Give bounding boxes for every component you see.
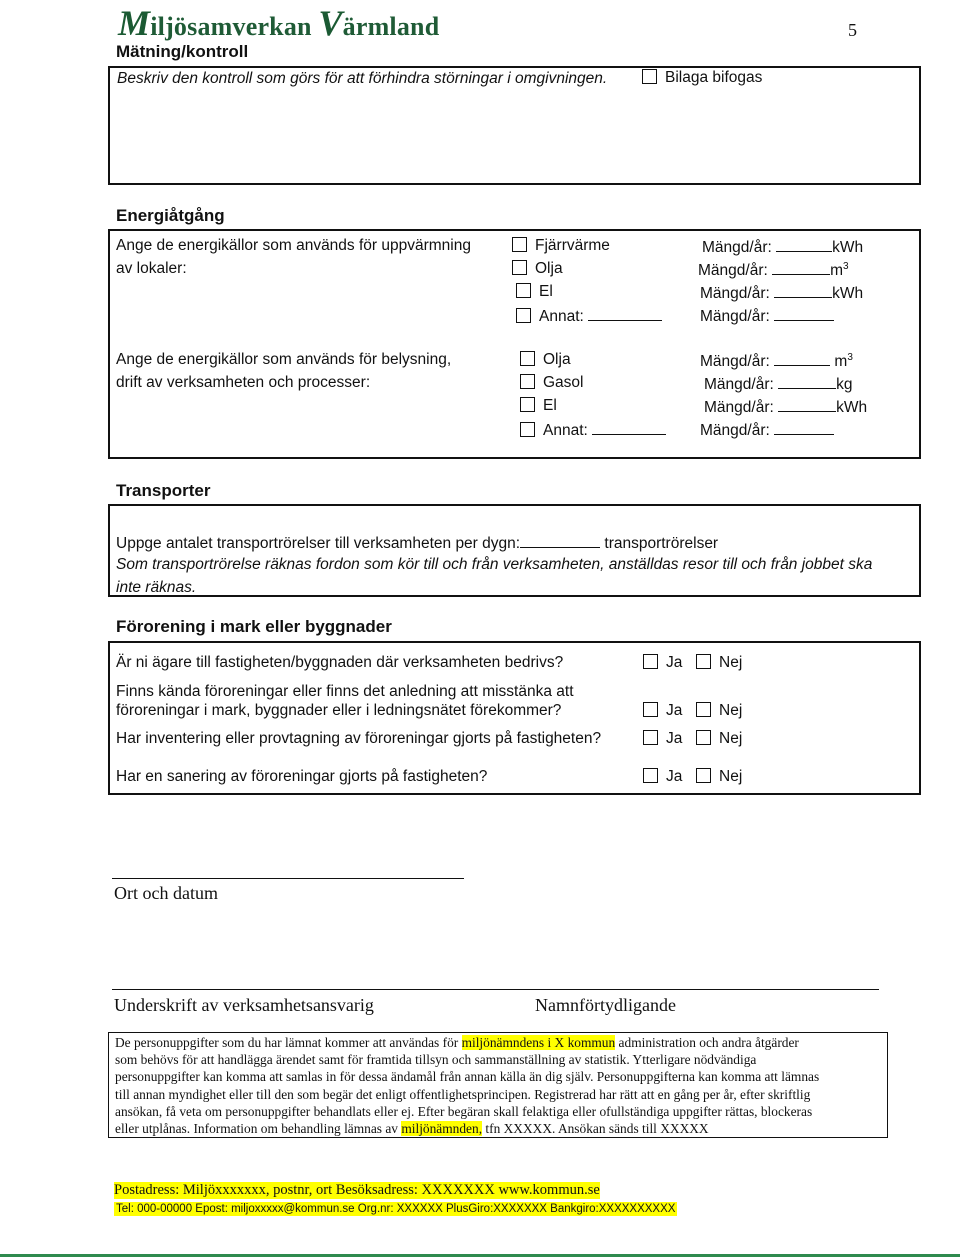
privacy-line-2: som behövs för att handlägga ärendet samt för framtida tillsyn och sammanställning av statistik. Ytterligare nödvändiga: [115, 1052, 757, 1068]
q1-amount-olja[interactable]: [698, 260, 849, 280]
q2-option-el[interactable]: [520, 397, 557, 415]
amount-field[interactable]: [774, 420, 834, 435]
section-title-energi: Energiåtgång: [116, 206, 225, 225]
checkbox[interactable]: [520, 422, 535, 437]
unit-label: kWh: [832, 285, 864, 302]
q2-amount-gasol[interactable]: [704, 374, 852, 394]
privacy-text: De personuppgifter som du har lämnat kommer att användas för: [115, 1035, 462, 1050]
clarification-label: Namnförtydligande: [535, 995, 676, 1015]
matning-box[interactable]: [108, 66, 921, 185]
logo-letter-v: V: [318, 3, 343, 43]
transport-question[interactable]: [116, 533, 718, 553]
amount-label: Mängd/år:: [700, 308, 770, 325]
q1-option-olja[interactable]: [512, 260, 563, 278]
bilaga-checkbox-row[interactable]: [642, 69, 762, 87]
unit-label: kWh: [836, 399, 868, 416]
amount-label: Mängd/år:: [698, 262, 768, 279]
yes-label: Ja: [666, 768, 683, 785]
q3-yes[interactable]: [643, 730, 682, 748]
option-label: Annat:: [543, 422, 588, 439]
unit-label: kg: [836, 376, 853, 393]
privacy-line-4: till annan myndighet eller till den som begär det enligt offentlighetsprincipen. Registrerad har rätt att en gång per år, efter skriftlig: [115, 1086, 811, 1102]
q2-amount-annat[interactable]: [700, 420, 834, 440]
privacy-line-1: [115, 1034, 881, 1051]
q3-no[interactable]: [696, 730, 742, 748]
transport-count-field[interactable]: [520, 533, 600, 548]
amount-label: Mängd/år:: [704, 376, 774, 393]
privacy-notice: [108, 1032, 888, 1138]
yes-label: Ja: [666, 702, 683, 719]
privacy-highlight: miljönämndens i X kommun: [461, 1035, 616, 1050]
section-title-transporter: Transporter: [116, 481, 211, 500]
no-checkbox[interactable]: [696, 702, 711, 717]
transport-note-line1: Som transportrörelse räknas fordon som kör till och från verksamheten, anställdas resor till och från jobbet ska: [116, 556, 873, 573]
privacy-text: administration och andra åtgärder: [615, 1035, 799, 1050]
transport-note-line2: inte räknas.: [116, 579, 197, 596]
option-label: El: [539, 283, 553, 300]
q1-option-el[interactable]: [516, 283, 553, 301]
amount-label: Mängd/år:: [700, 422, 770, 439]
privacy-text: eller utplånas. Information om behandling lämnas av: [115, 1121, 402, 1137]
q1-no[interactable]: [696, 654, 742, 672]
q2-option-annat[interactable]: [520, 420, 666, 440]
no-checkbox[interactable]: [696, 654, 711, 669]
footer-contact: Tel: 000-00000 Epost: miljoxxxxx@kommun.se Org.nr: XXXXXX PlusGiro:XXXXXXX Bankgiro:XXXXXXXXXX: [116, 1203, 676, 1215]
option-label: El: [543, 397, 557, 414]
annat-field[interactable]: [592, 420, 666, 435]
energi-box: [108, 229, 921, 459]
checkbox[interactable]: [516, 308, 531, 323]
unit-label: m: [834, 353, 848, 370]
checkbox[interactable]: [512, 237, 527, 252]
footer-address: Postadress: Miljöxxxxxxx, postnr, ort Besöksadress: XXXXXXX www.kommun.se: [114, 1182, 600, 1198]
option-label: Gasol: [543, 374, 584, 391]
q1-yes[interactable]: [643, 654, 682, 672]
amount-field[interactable]: [774, 306, 834, 321]
energi-q1-line1: Ange de energikällor som används för uppvärmning: [116, 237, 471, 254]
no-label: Nej: [719, 730, 743, 747]
matning-description: Beskriv den kontroll som görs för att förhindra störningar i omgivningen.: [117, 70, 608, 87]
q2-yes[interactable]: [643, 702, 682, 720]
unit-label: m: [830, 262, 844, 279]
option-label: Olja: [535, 260, 563, 277]
no-checkbox[interactable]: [696, 768, 711, 783]
fororening-box: [108, 641, 921, 795]
logo-text-2: ärmland: [342, 12, 440, 41]
no-label: Nej: [719, 768, 743, 785]
place-date-line[interactable]: [112, 878, 464, 879]
transporter-box: [108, 504, 921, 597]
q4-yes[interactable]: [643, 768, 682, 786]
signature-label: Underskrift av verksamhetsansvarig: [114, 995, 374, 1015]
checkbox[interactable]: [516, 283, 531, 298]
amount-field[interactable]: [774, 351, 830, 366]
unit-label: kWh: [832, 239, 864, 256]
q1-amount-el[interactable]: [700, 283, 863, 303]
privacy-text: tfn XXXXX. Ansökan sänds till XXXXX: [482, 1121, 709, 1137]
unit-sup: 3: [843, 260, 849, 272]
q1-amount-annat[interactable]: [700, 306, 834, 326]
place-date-label: Ort och datum: [114, 883, 218, 903]
footer-divider: [0, 1254, 960, 1257]
yes-checkbox[interactable]: [643, 654, 658, 669]
q2-amount-el[interactable]: [704, 397, 867, 417]
q1-option-annat[interactable]: [516, 306, 662, 326]
page-number: 5: [848, 20, 857, 40]
amount-field[interactable]: [774, 283, 832, 298]
amount-label: Mängd/år:: [700, 353, 770, 370]
checkbox[interactable]: [512, 260, 527, 275]
amount-field[interactable]: [778, 397, 836, 412]
bilaga-label: Bilaga bifogas: [665, 69, 763, 86]
amount-field[interactable]: [778, 374, 836, 389]
unit-sup: 3: [847, 351, 853, 363]
yes-checkbox[interactable]: [643, 768, 658, 783]
fororening-q4: Har en sanering av föroreningar gjorts på fastigheten?: [116, 768, 488, 785]
logo-letter-m: M: [118, 3, 151, 43]
yes-checkbox[interactable]: [643, 730, 658, 745]
q2-option-olja[interactable]: [520, 351, 571, 369]
amount-label: Mängd/år:: [700, 285, 770, 302]
fororening-q2-line1: Finns kända föroreningar eller finns det anledning att misstänka att: [116, 683, 574, 700]
signature-line[interactable]: [112, 989, 879, 990]
checkbox[interactable]: [520, 374, 535, 389]
no-label: Nej: [719, 702, 743, 719]
checkbox[interactable]: [520, 397, 535, 412]
annat-field[interactable]: [588, 306, 662, 321]
privacy-highlight: miljönämnden,: [401, 1121, 483, 1137]
q4-no[interactable]: [696, 768, 742, 786]
transport-question-label: Uppge antalet transportrörelser till verksamheten per dygn:: [116, 535, 521, 552]
fororening-q2-line2: föroreningar i mark, byggnader eller i ledningsnätet förekommer?: [116, 702, 562, 719]
energi-q2-line2: drift av verksamheten och processer:: [116, 374, 371, 391]
section-title-matning: Mätning/kontroll: [116, 42, 249, 61]
logo-text-1: iljösamverkan: [150, 12, 312, 41]
amount-field[interactable]: [776, 237, 832, 252]
q2-no[interactable]: [696, 702, 742, 720]
no-checkbox[interactable]: [696, 730, 711, 745]
logo: [118, 2, 439, 44]
privacy-line-5: ansökan, få veta om personuppgifter behandlats eller ej. Efter begäran skall felaktiga eller ofullständiga uppgifter rättas, blockeras: [115, 1103, 813, 1119]
section-title-fororening: Förorening i mark eller byggnader: [116, 617, 392, 636]
q2-option-gasol[interactable]: [520, 374, 584, 392]
checkbox[interactable]: [520, 351, 535, 366]
option-label: Annat:: [539, 308, 584, 325]
q1-amount-fjarrvarme[interactable]: [702, 237, 863, 257]
option-label: Olja: [543, 351, 571, 368]
bilaga-checkbox[interactable]: [642, 69, 657, 84]
energi-q2-line1: Ange de energikällor som används för belysning,: [116, 351, 452, 368]
option-label: Fjärrvärme: [535, 237, 610, 254]
amount-label: Mängd/år:: [704, 399, 774, 416]
no-label: Nej: [719, 654, 743, 671]
yes-checkbox[interactable]: [643, 702, 658, 717]
fororening-q1: Är ni ägare till fastigheten/byggnaden där verksamheten bedrivs?: [116, 654, 564, 671]
yes-label: Ja: [666, 730, 683, 747]
q2-amount-olja[interactable]: [700, 351, 853, 371]
transport-unit: transportrörelser: [604, 535, 719, 552]
yes-label: Ja: [666, 654, 683, 671]
energi-q1-line2: av lokaler:: [116, 260, 187, 277]
fororening-q3: Har inventering eller provtagning av föroreningar gjorts på fastigheten?: [116, 730, 602, 747]
amount-label: Mängd/år:: [702, 239, 772, 256]
q1-option-fjarrvarme[interactable]: [512, 237, 610, 255]
privacy-line-6: [115, 1120, 881, 1137]
privacy-line-3: personuppgifter kan komma att samlas in för dessa ändamål från annan källa än dig själv. Personuppgifterna kan komma att lämnas: [115, 1069, 820, 1085]
amount-field[interactable]: [772, 260, 830, 275]
